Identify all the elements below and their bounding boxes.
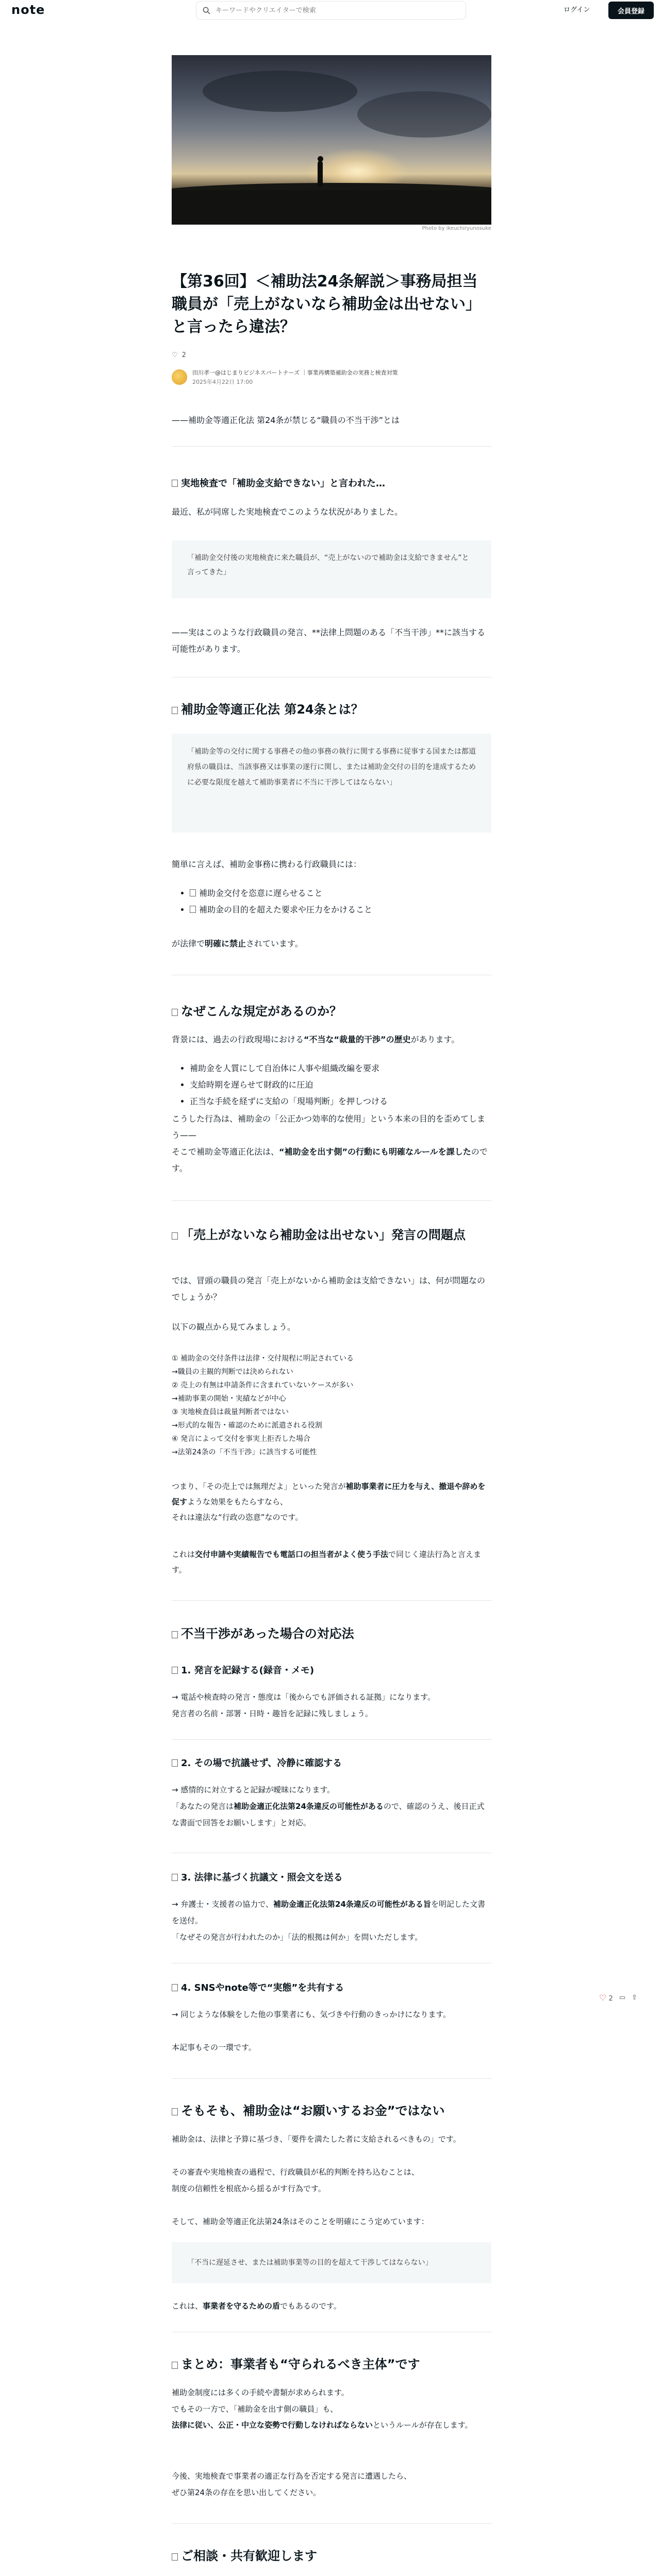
paragraph: これは、事業者を守るための盾でもあるのです。: [172, 2301, 341, 2311]
paragraph: 補助金制度には多くの手続や書類が求められます。: [172, 2388, 349, 2397]
hero-image: [172, 55, 491, 225]
like-row: [172, 351, 186, 359]
checkbox-icon: [172, 1874, 178, 1881]
list-item: • 補助金の目的を超えた要求や圧力をかけること: [190, 902, 490, 918]
paragraph: こうした行為は、補助金の「公正かつ効率的な使用」という本来の目的を歪めてしまう——: [172, 1114, 486, 1140]
paragraph: ——実はこのような行政職員の発言、**法律上問題のある「不当干渉」**に該当する可能性があります。: [172, 628, 486, 654]
section-heading: そもそも、補助金は“お願いするお金”ではない: [172, 2101, 491, 2121]
paragraph: → 電話や検査時の発言・態度は「後からでも評価される証拠」になります。: [172, 1692, 435, 1702]
sub-heading: 3. 法律に基づく抗議文・照会文を送る: [172, 1870, 491, 1886]
paragraph: 今後、実地検査で事業者の適正な行為を否定する発言に遭遇したら、: [172, 2471, 412, 2481]
divider: [172, 1739, 491, 1740]
list-line: →補助事業の開始・実績などが中心: [172, 1395, 286, 1403]
paragraph: ぜひ第24条の存在を思い出してください。: [172, 2488, 321, 2497]
list-item: • 正当な手続を経ずに支給の「現場判断」を押しつける: [190, 1093, 490, 1110]
quote-box: 「不当に遅延させ、または補助事業等の目的を超えて干渉してはならない」: [172, 2242, 491, 2283]
checkbox-icon: [172, 1667, 178, 1674]
divider: [172, 446, 491, 447]
paragraph: では、冒頭の職員の発言「売上がないから補助金は支給できない」は、何が問題なのでしょうか？: [172, 1276, 486, 1302]
bullet-list: [180, 885, 490, 918]
paragraph: が法律で明確に禁止されています。: [172, 939, 303, 948]
author-name[interactable]: 田川孝一@はじまりビジネスパートナーズ ｜事業再構築補助金の実務と検査対策: [192, 369, 398, 376]
section-heading: ご相談・共有歓迎します: [172, 2546, 491, 2566]
checkbox-icon: [172, 707, 178, 714]
like-action[interactable]: [599, 1993, 613, 2003]
sub-heading: 1. 発言を記録する(録音・メモ): [172, 1663, 491, 1679]
checkbox-icon: [172, 1984, 178, 1991]
checkbox-icon: [172, 1759, 178, 1767]
paragraph: → 同じような体験をした他の事業者にも、気づきや行動のきっかけになります。: [172, 2010, 451, 2019]
checkbox-icon: [172, 2362, 178, 2369]
section-heading: まとめ：事業者も“守られるべき主体”です: [172, 2354, 491, 2374]
checkbox-icon: [172, 2108, 178, 2115]
checkbox-icon: [190, 889, 196, 896]
paragraph: 補助金は、法律と予算に基づき、「要件を満たした者に支給されるべきもの」です。: [172, 2134, 461, 2144]
paragraph: つまり、「その売上では無理だよ」といった発言が補助事業者に圧力を与え、撤退や辞めを促すような効果をもたらすなら、 それは違法な“行政の恣意”なのです。: [172, 1482, 486, 1522]
quote-box: 「補助金交付後の実地検査に来た職員が、“売上がないので補助金は支給できません”と言ってきた」: [172, 540, 491, 598]
paragraph: その審査や実地検査の過程で、行政職員が私的判断を持ち込むことは、: [172, 2167, 419, 2177]
bullet-list: [180, 1060, 490, 1110]
heart-outline-icon[interactable]: ♡: [599, 1993, 607, 2003]
login-link[interactable]: ログイン: [564, 6, 590, 14]
site-header: [0, 0, 662, 22]
list-line: →法第24条の「不当干渉」に該当する可能性: [172, 1448, 317, 1456]
checkbox-icon: [172, 2553, 178, 2561]
list-item: • 補助金交付を恣意に遅らせること: [190, 885, 490, 902]
section-heading: 「売上がないなら補助金は出せない」発言の問題点: [172, 1225, 491, 1245]
search-icon: [203, 7, 210, 14]
list-line: ① 補助金の交付条件は法律・交付規程に明記されている: [172, 1354, 354, 1363]
avatar[interactable]: [172, 369, 187, 385]
paragraph: → 感情的に対立すると記録が曖昧になります。: [172, 1785, 335, 1794]
article-title: 【第36回】＜補助法24条解説＞事務局担当職員が「売上がないなら補助金は出せない」と言ったら違法？: [172, 273, 481, 336]
hero-cloud: [357, 91, 491, 138]
paragraph: 以下の観点から見てみましょう。: [172, 1322, 296, 1332]
divider: [172, 1600, 491, 1601]
paragraph: これは交付申請や実績報告でも電話口の担当者がよく使う手法で同じく違法行為と言えます。: [172, 1550, 482, 1574]
comment-icon[interactable]: ▭: [619, 1994, 626, 2002]
divider: [172, 1200, 491, 1201]
list-item: • 補助金を人質にして自治体に人事や組織改編を要求: [190, 1060, 490, 1077]
list-item: • 支給時期を遅らせて財政的に圧迫: [190, 1077, 490, 1093]
section-heading: なぜこんな規定があるのか？: [172, 1002, 491, 1021]
sub-heading: 4. SNSやnote等で“実態”を共有する: [172, 1980, 491, 1996]
list-line: →職員の主観的判断では決められない: [172, 1368, 293, 1376]
paragraph: 最近、私が同席した実地検査でこのような状況がありました。: [172, 507, 403, 517]
publish-date: 2025年4月22日 17:00: [192, 379, 253, 385]
paragraph: → 弁護士・支援者の協力で、補助金適正化法第24条違反の可能性がある旨を明記した文書を送付。: [172, 1900, 485, 1925]
paragraph: 背景には、過去の行政現場における“不当な“裁量的干渉”の歴史があります。: [172, 1035, 460, 1044]
section-heading: 補助金等適正化法 第24条とは？: [172, 700, 491, 719]
hero-ground: [172, 190, 491, 225]
divider: [172, 2078, 491, 2079]
paragraph: 本記事もその一環です。: [172, 2043, 256, 2052]
paragraph: 発言者の名前・部署・日時・趣旨を記録に残しましょう。: [172, 1709, 373, 1718]
paragraph: でもその一方で、「補助金を出す側の職員」も、: [172, 2404, 338, 2414]
list-line: ③ 実地検査員は裁量判断者ではない: [172, 1408, 289, 1416]
list-line: ④ 発言によって交付を事実上拒否した場合: [172, 1435, 310, 1443]
intro-text: ——補助金等適正化法 第24条が禁じる“職員の不当干渉”とは: [172, 415, 400, 425]
paragraph: 制度の信頼性を根底から揺るがす行為です。: [172, 2184, 326, 2193]
share-icon[interactable]: ⇧: [632, 1994, 637, 2002]
checkbox-icon: [172, 480, 178, 487]
photo-credit[interactable]: Photo by ikeuchiryunosuke: [422, 226, 491, 231]
hero-person: [318, 161, 323, 187]
register-button[interactable]: 会員登録: [608, 2, 654, 19]
checkbox-icon: [172, 1631, 178, 1638]
section-heading: 不当干渉があった場合の対応法: [172, 1624, 491, 1643]
like-count: 2: [181, 351, 186, 359]
checkbox-icon: [172, 1232, 178, 1240]
list-line: ② 売上の有無は申請条件に含まれていないケースが多い: [172, 1381, 354, 1389]
checkbox-icon: [172, 1009, 178, 1016]
sub-heading: 2. その場で抗議せず、冷静に確認する: [172, 1756, 491, 1771]
paragraph: 法律に従い、公正・中立な姿勢で行動しなければならないというルールが存在します。: [172, 2420, 473, 2430]
quote-box: 「補助金等の交付に関する事務その他の事務の執行に関する事務に従事する国または都道府県の職員は、当該事務又は事業の遂行に関し、または補助金交付の目的を達成するために必要な限度を越えて補助事業者に不当に干渉してはならない」: [172, 734, 491, 833]
section-heading: 実地検査で「補助金支給できない」と言われた…: [172, 476, 491, 492]
paragraph: 「なぜその発言が行われたのか」「法的根拠は何か」を問いただします。: [172, 1933, 423, 1942]
hero-cloud: [203, 71, 357, 112]
paragraph: そこで補助金等適正化法は、“補助金を出す側”の行動にも明確なルールを課したのです。: [172, 1147, 488, 1173]
side-actions: [599, 1993, 637, 2003]
paragraph: そして、補助金等適正化法第24条はそのことを明確にこう定めています：: [172, 2217, 429, 2226]
side-like-count: 2: [608, 1995, 613, 2003]
search-box[interactable]: [196, 1, 466, 20]
divider: [172, 2523, 491, 2524]
search-input[interactable]: [214, 6, 462, 15]
paragraph: 簡単に言えば、補助金事務に携わる行政職員には：: [172, 859, 362, 869]
paragraph: 「あなたの発言は補助金適正化法第24条違反の可能性があるので、確認のうえ、後日正式な書面で回答をお願いします」と対応。: [172, 1802, 485, 1827]
author-block[interactable]: [172, 368, 398, 386]
list-line: →形式的な報告・確認のために派遣される役割: [172, 1421, 322, 1430]
checkbox-icon: [190, 906, 196, 913]
note-logo[interactable]: note: [11, 3, 45, 17]
point-list: [172, 1352, 491, 1459]
heart-outline-icon[interactable]: ♡: [172, 351, 178, 359]
